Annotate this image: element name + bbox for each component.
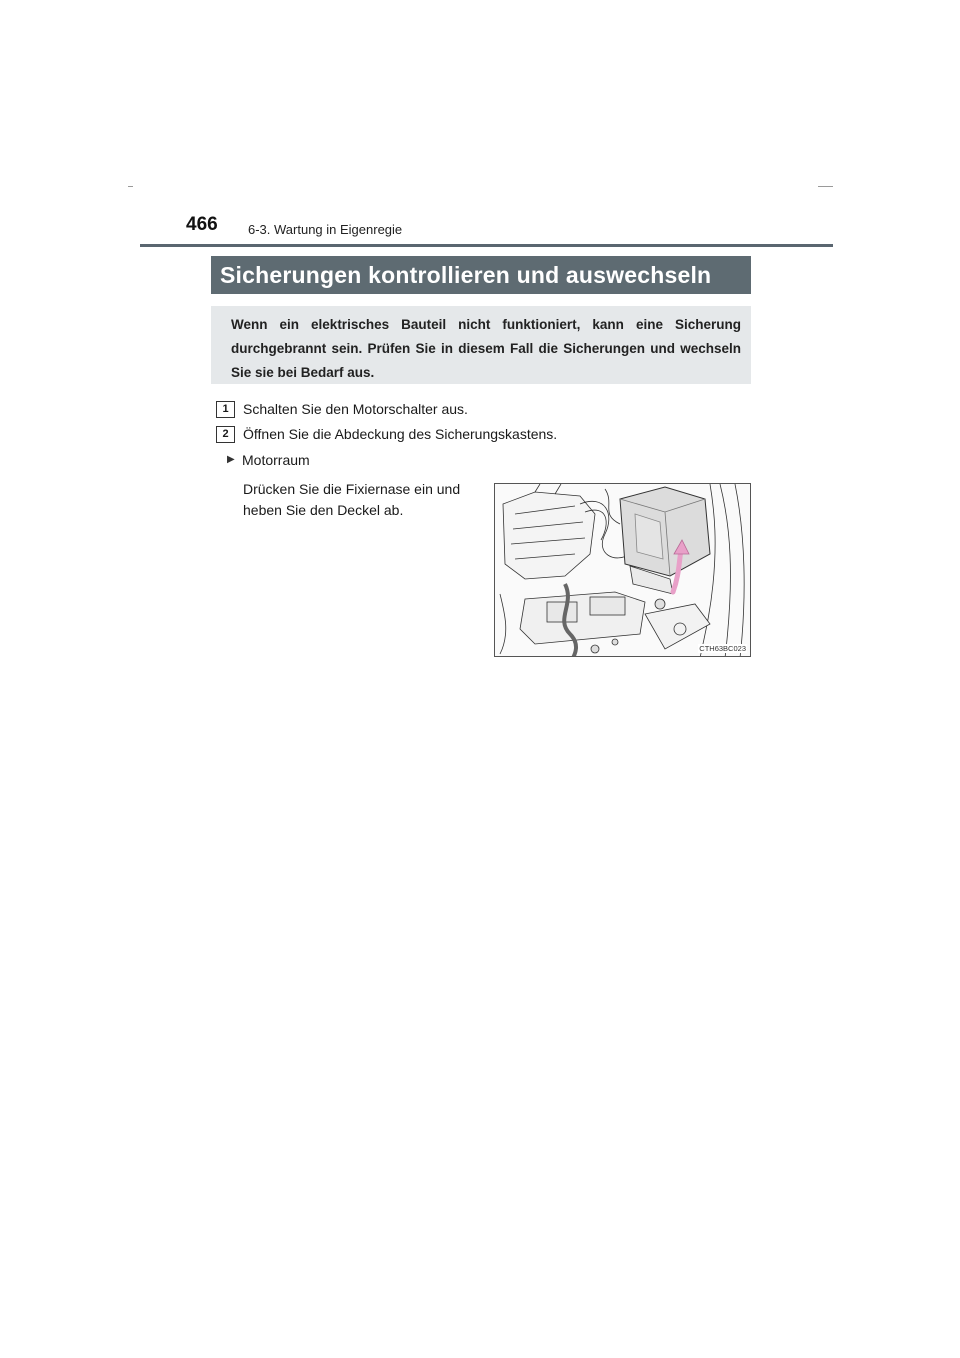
engine-bay-illustration bbox=[494, 483, 751, 657]
step-number-2: 2 bbox=[216, 426, 235, 443]
step-text-2: Öffnen Sie die Abdeckung des Sicherungskastens. bbox=[243, 426, 558, 442]
description-line-1: Drücken Sie die Fixiernase ein und bbox=[243, 481, 461, 497]
step-text-1: Schalten Sie den Motorschalter aus. bbox=[243, 401, 468, 417]
triangle-right-icon: ▶ bbox=[227, 454, 235, 465]
crop-mark-left bbox=[128, 186, 133, 187]
sub-item-label: Motorraum bbox=[242, 452, 310, 468]
page-number: 466 bbox=[186, 214, 218, 235]
figure-code: CTH63BC023 bbox=[699, 644, 746, 653]
intro-box: Wenn ein elektrisches Bauteil nicht funktioniert, kann eine Sicherung durchgebrannt sein. Prüfen Sie in diesem Fall die Sicherungen und wechseln Sie sie bei Bedarf aus. bbox=[211, 306, 751, 384]
header-rule bbox=[140, 244, 833, 247]
section-label: 6-3. Wartung in Eigenregie bbox=[248, 222, 403, 237]
sub-item-description bbox=[243, 479, 460, 521]
step-number-1: 1 bbox=[216, 401, 235, 418]
engine-bay-drawing bbox=[495, 484, 751, 657]
description-line-2: heben Sie den Deckel ab. bbox=[243, 502, 404, 518]
section-title: Sicherungen kontrollieren und auswechseln bbox=[211, 256, 751, 294]
crop-mark-right bbox=[818, 186, 833, 187]
